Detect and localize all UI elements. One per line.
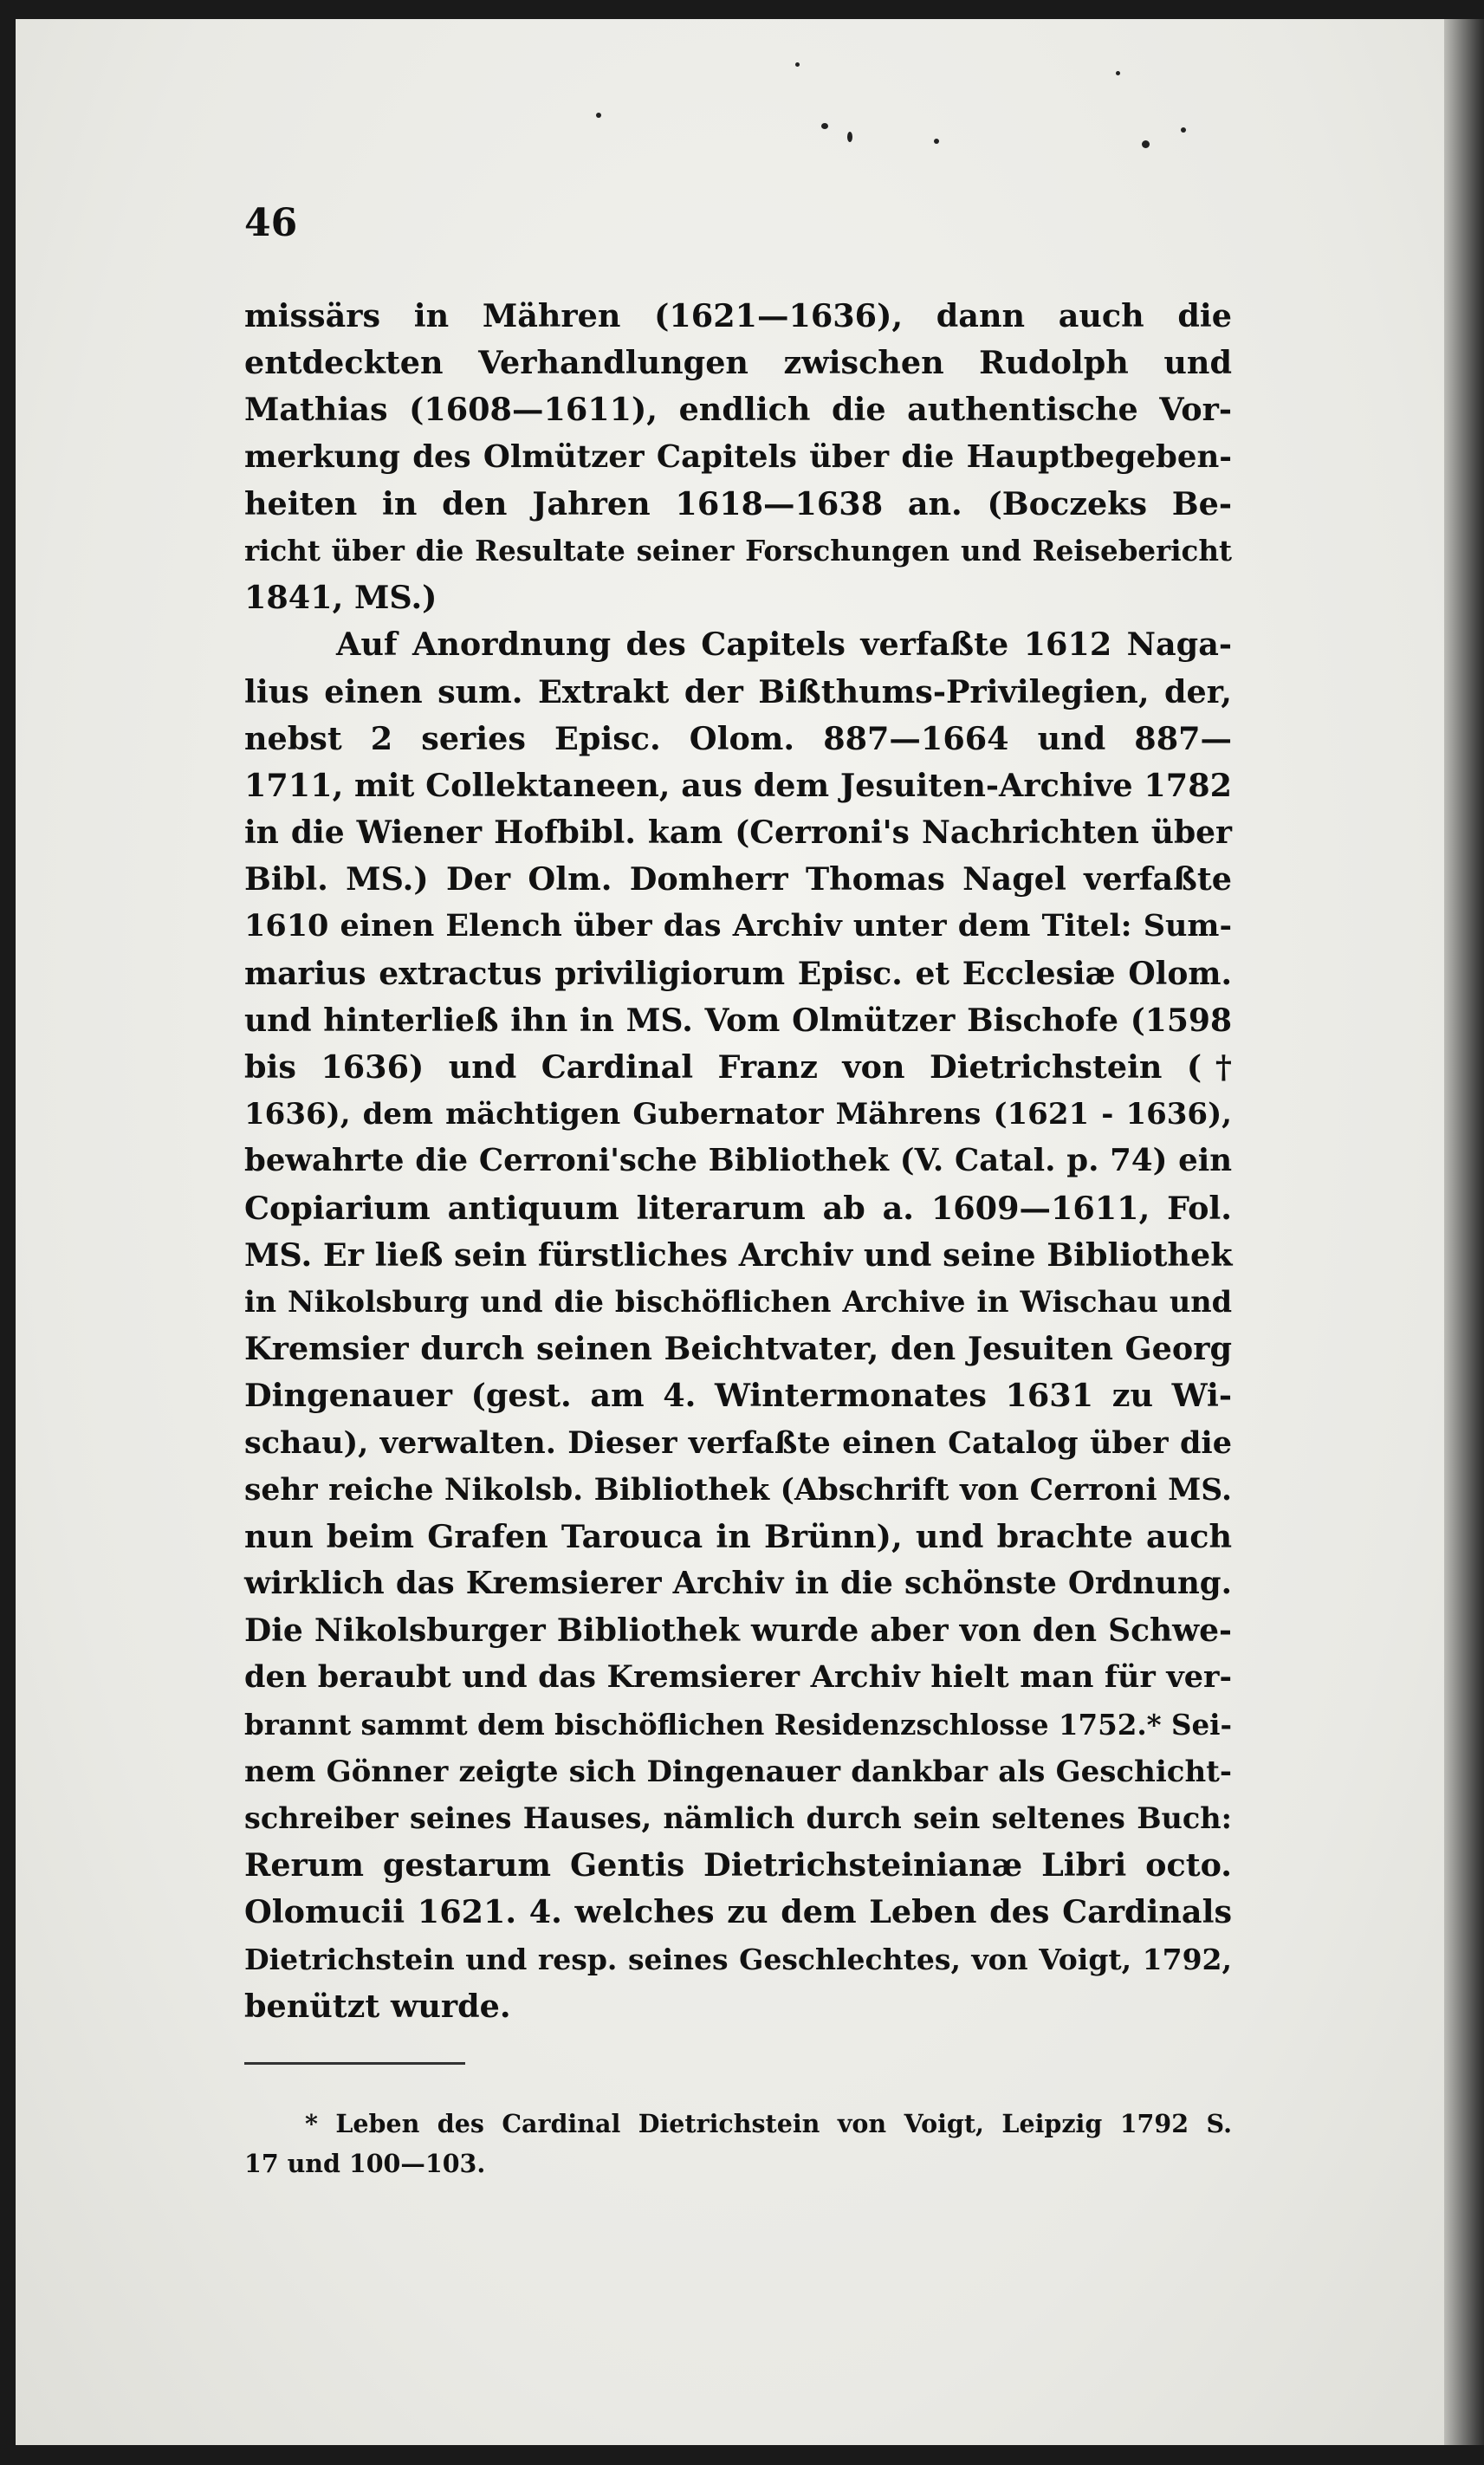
ink-speck bbox=[1142, 140, 1150, 148]
text-line: bewahrte die Cerroni'sche Bibliothek (V. Catal. p. 74) ein bbox=[244, 1143, 1232, 1179]
text-line: benützt wurde. bbox=[244, 1987, 511, 2025]
text-line: missärs in Mähren (1621—1636), dann auch die bbox=[244, 297, 1232, 334]
text-line: Auf Anordnung des Capitels verfaßte 1612 Naga- bbox=[336, 626, 1232, 664]
text-line: heiten in den Jahren 1618—1638 an. (Boczeks Be- bbox=[244, 484, 1232, 522]
footnote-line: * Leben des Cardinal Dietrichstein von Voigt, Leipzig 1792 S. bbox=[305, 2109, 1232, 2138]
text-line: marius extractus priviligiorum Episc. et Ecclesiæ Olom. bbox=[244, 955, 1232, 992]
footnote-divider bbox=[244, 2062, 465, 2065]
ink-speck bbox=[1181, 127, 1186, 133]
text-line: merkung des Olmützer Capitels über die Hauptbegeben- bbox=[244, 438, 1232, 475]
text-line: schreiber seines Hauses, nämlich durch sein seltenes Buch: bbox=[244, 1801, 1232, 1835]
text-line: lius einen sum. Extrakt der Bißthums-Privilegien, der, bbox=[244, 672, 1232, 710]
ink-speck bbox=[1116, 71, 1120, 75]
text-line: Dingenauer (gest. am 4. Wintermonates 1631 zu Wi- bbox=[244, 1377, 1232, 1415]
ink-speck bbox=[596, 113, 601, 118]
text-line: Bibl. MS.) Der Olm. Domherr Thomas Nagel verfaßte bbox=[244, 860, 1232, 898]
text-line: bis 1636) und Cardinal Franz von Dietrichstein († bbox=[244, 1048, 1232, 1086]
text-line: Copiarium antiquum literarum ab a. 1609—1611, Fol. bbox=[244, 1189, 1232, 1227]
text-line: entdeckten Verhandlungen zwischen Rudolph und bbox=[244, 344, 1232, 382]
text-line: wirklich das Kremsierer Archiv in die schönste Ordnung. bbox=[244, 1566, 1232, 1602]
text-line: nun beim Grafen Tarouca in Brünn), und brachte auch bbox=[244, 1517, 1232, 1555]
text-line: 1841, MS.) bbox=[244, 579, 437, 617]
text-line: nebst 2 series Episc. Olom. 887—1664 und 887— bbox=[244, 719, 1232, 757]
text-line: nem Gönner zeigte sich Dingenauer dankbar als Geschicht- bbox=[244, 1754, 1232, 1789]
text-line: richt über die Resultate seiner Forschungen und Reisebericht bbox=[244, 533, 1232, 568]
body-text bbox=[244, 293, 1232, 2030]
text-line: brannt sammt dem bischöflichen Residenzschlosse 1752.* Sei- bbox=[244, 1707, 1232, 1742]
page-number: 46 bbox=[244, 201, 298, 245]
text-line: in Nikolsburg und die bischöflichen Archive in Wischau und bbox=[244, 1284, 1232, 1319]
ink-speck bbox=[821, 123, 828, 129]
text-line: Kremsier durch seinen Beichtvater, den Jesuiten Georg bbox=[244, 1330, 1232, 1368]
text-line: Dietrichstein und resp. seines Geschlechtes, von Voigt, 1792, bbox=[244, 1942, 1232, 1976]
text-line: schau), verwalten. Dieser verfaßte einen Catalog über die bbox=[244, 1424, 1232, 1461]
text-line: Rerum gestarum Gentis Dietrichsteinianæ Libri octo. bbox=[244, 1846, 1232, 1884]
text-line: Die Nikolsburger Bibliothek wurde aber von den Schwe- bbox=[244, 1612, 1232, 1650]
text-line: MS. Er ließ sein fürstliches Archiv und seine Bibliothek bbox=[244, 1236, 1233, 1274]
text-line: den beraubt und das Kremsierer Archiv hielt man für ver- bbox=[244, 1659, 1232, 1696]
text-line: und hinterließ ihn in MS. Vom Olmützer Bischofe (1598 bbox=[244, 1002, 1232, 1039]
text-line: 1636), dem mächtigen Gubernator Mährens (1621 - 1636), bbox=[244, 1097, 1232, 1132]
text-line: 1711, mit Collektaneen, aus dem Jesuiten-Archive 1782 bbox=[244, 766, 1232, 804]
text-line: Olomucii 1621. 4. welches zu dem Leben des Cardinals bbox=[244, 1893, 1232, 1931]
text-line: Mathias (1608—1611), endlich die authentische Vor- bbox=[244, 391, 1232, 429]
page-edge-shadow bbox=[1444, 19, 1484, 2445]
text-line: in die Wiener Hofbibl. kam (Cerroni's Nachrichten über bbox=[244, 814, 1232, 852]
footnote-line: 17 und 100—103. bbox=[244, 2149, 486, 2178]
footnote bbox=[244, 2104, 1232, 2183]
ink-speck bbox=[934, 139, 939, 144]
ink-speck bbox=[847, 132, 852, 142]
text-line: sehr reiche Nikolsb. Bibliothek (Abschrift von Cerroni MS. bbox=[244, 1472, 1232, 1508]
ink-speck bbox=[795, 62, 800, 67]
text-line: 1610 einen Elench über das Archiv unter dem Titel: Sum- bbox=[244, 908, 1232, 944]
